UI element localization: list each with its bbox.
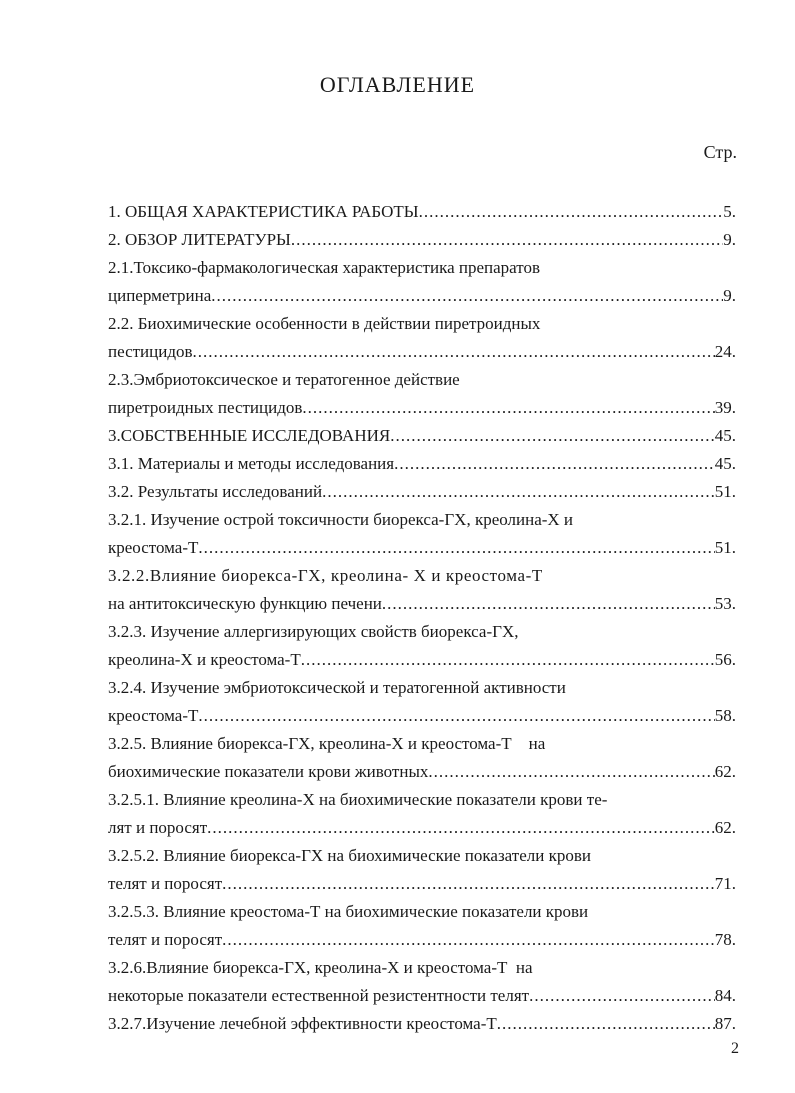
toc-entry: 2.3.Эмбриотоксическое и тератогенное действие (108, 370, 460, 389)
toc-entry: пиретроидных пестицидов ..... 39. (108, 394, 736, 422)
toc-entry: 3.2. Результаты исследований ..... 51. (108, 478, 736, 506)
toc-entry: 3.2.5.2. Влияние биорекса-ГХ на биохимические показатели крови (108, 846, 591, 865)
table-of-contents (108, 198, 736, 1038)
toc-entry: некоторые показатели естественной резистентности телят ..... 84. (108, 982, 736, 1010)
toc-entry: 3.2.6.Влияние биорекса-ГХ, креолина-Х и креостома-Т на (108, 958, 533, 977)
toc-entry: 3.1. Материалы и методы исследования ..... 45. (108, 450, 736, 478)
toc-entry: телят и поросят ..... 71. (108, 870, 736, 898)
toc-entry: 2.1.Токсико-фармакологическая характеристика препаратов (108, 258, 541, 277)
page-number: 2 (731, 1040, 739, 1057)
page-title: ОГЛАВЛЕНИЕ (319, 72, 476, 97)
toc-entry: биохимические показатели крови животных ..... 62. (108, 758, 736, 786)
toc-entry: пестицидов ..... 24. (108, 338, 736, 366)
toc-entry: креостома-Т ..... 58. (108, 702, 736, 730)
toc-entry: 3.2.1. Изучение острой токсичности биорекса-ГХ, креолина-Х и (108, 510, 574, 529)
toc-entry: 3.2.5. Влияние биорекса-ГХ, креолина-Х и креостома-Т на (108, 734, 546, 753)
toc-entry: 3.2.2.Влияние биорекса-ГХ, креолина- Х и креостома-Т (108, 566, 543, 585)
toc-entry: 2.2. Биохимические особенности в действии пиретроидных (108, 314, 541, 333)
page-column-label: Стр. (703, 142, 737, 162)
toc-entry: креолина-Х и креостома-Т ..... 56. (108, 646, 736, 674)
toc-entry: телят и поросят ..... 78. (108, 926, 736, 954)
toc-entry: лят и поросят ..... 62. (108, 814, 736, 842)
toc-entry: 3.2.5.1. Влияние креолина-Х на биохимические показатели крови те- (108, 790, 608, 809)
toc-entry: креостома-Т ..... 51. (108, 534, 736, 562)
toc-entry: 3.2.3. Изучение аллергизирующих свойств биорекса-ГХ, (108, 622, 519, 641)
toc-entry: 1. ОБЩАЯ ХАРАКТЕРИСТИКА РАБОТЫ ..... 5. (108, 198, 736, 226)
toc-entry: 3.2.5.3. Влияние креостома-Т на биохимические показатели крови (108, 902, 589, 921)
toc-entry: 3.2.4. Изучение эмбриотоксической и тератогенной активности (108, 678, 566, 697)
toc-entry: 3.2.7.Изучение лечебной эффективности креостома-Т ..... 87. (108, 1010, 736, 1038)
toc-entry: 2. ОБЗОР ЛИТЕРАТУРЫ ..... 9. (108, 226, 736, 254)
toc-entry: 3.СОБСТВЕННЫЕ ИССЛЕДОВАНИЯ ..... 45. (108, 422, 736, 450)
toc-entry: циперметрина ..... 9. (108, 282, 736, 310)
toc-entry: на антитоксическую функцию печени ..... 53. (108, 590, 736, 618)
